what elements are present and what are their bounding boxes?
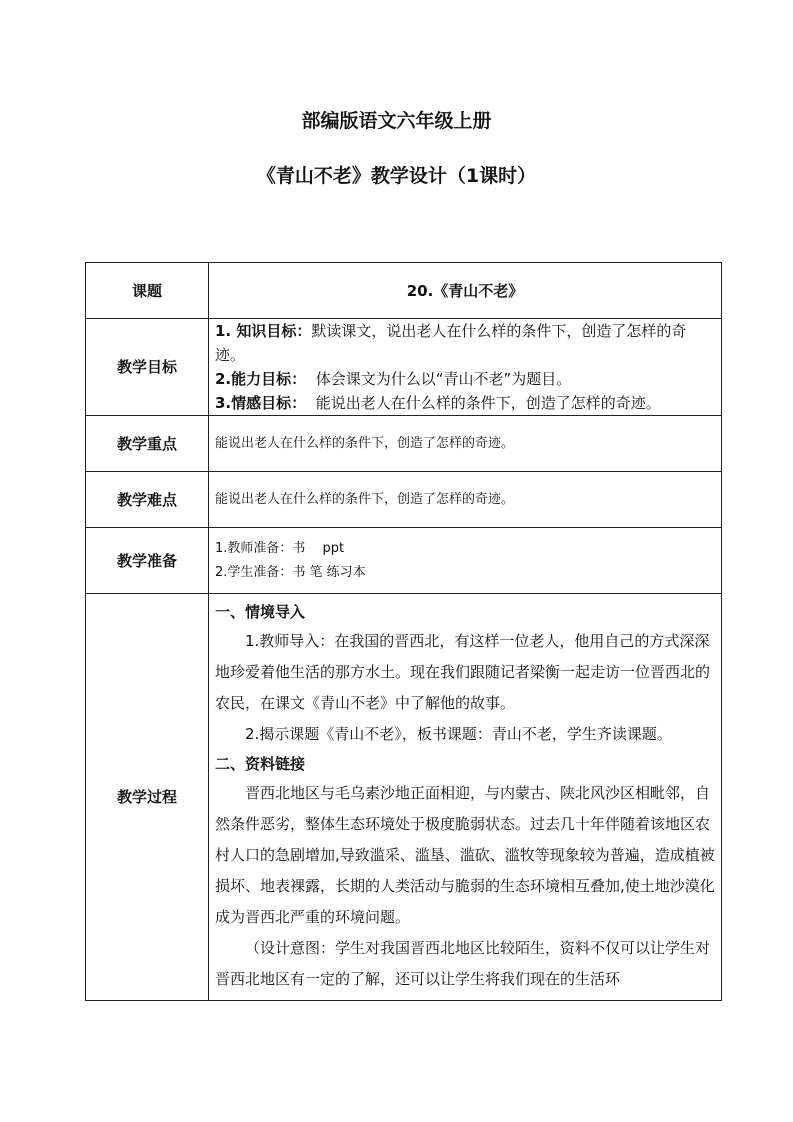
paragraph-reveal-topic: 2.揭示课题《青山不老》，板书课题：青山不老，学生齐读课题。 bbox=[245, 725, 672, 743]
goal-head: 1. 知识目标： bbox=[215, 322, 312, 340]
section-title-materials: 二、资料链接 bbox=[215, 755, 306, 773]
goal-head: 3.情感目标： bbox=[215, 394, 307, 412]
table-row-difficulties bbox=[86, 472, 722, 528]
goal-text: 体会课文为什么以“青山不老”为题目。 bbox=[315, 370, 572, 388]
preparation-content bbox=[209, 528, 722, 594]
process-label: 教学过程 bbox=[86, 594, 209, 1001]
difficulties-label: 教学难点 bbox=[86, 472, 209, 528]
paragraph-design-intent: （设计意图：学生对我国晋西北地区比较陌生，资料不仅可以让学生对晋西北地区有一定的了解，还可以让学生将我们现在的生活环 bbox=[215, 939, 711, 988]
goal-text: 能说出老人在什么样的条件下，创造了怎样的奇迹。 bbox=[315, 394, 661, 412]
difficulties-value: 能说出老人在什么样的条件下，创造了怎样的奇迹。 bbox=[209, 472, 722, 528]
student-preparation: 2.学生准备：书 笔 练习本 bbox=[215, 564, 366, 580]
goal-item-ability bbox=[215, 367, 715, 391]
goal-text: 默读课文，说出老人在什么样的条件下，创造了怎样的奇迹。 bbox=[215, 322, 687, 364]
section-title-situation: 一、情境导入 bbox=[215, 603, 306, 621]
lesson-plan-table bbox=[85, 262, 722, 1001]
table-row-topic bbox=[86, 263, 722, 319]
topic-value: 20.《青山不老》 bbox=[209, 263, 722, 319]
table-row-key-points bbox=[86, 416, 722, 472]
goal-head: 2.能力目标： bbox=[215, 370, 307, 388]
goals-content bbox=[209, 319, 722, 416]
process-content bbox=[209, 594, 722, 1001]
preparation-label: 教学准备 bbox=[86, 528, 209, 594]
topic-label: 课题 bbox=[86, 263, 209, 319]
document-title: 部编版语文六年级上册 bbox=[301, 110, 492, 132]
paragraph-region-info: 晋西北地区与毛乌素沙地正面相迎，与内蒙古、陕北风沙区相毗邻，自然条件恶劣，整体生态环境处于极度脆弱状态。过去几十年伴随着该地区农村人口的急剧增加,导致滥采、滥垦、滥砍、滥牧等现象较为普遍，造成植被损坏、地表裸露，长期的人类活动与脆弱的生态环境相互叠加,使土地沙漠化成为晋西北严重的环境问题。 bbox=[215, 784, 715, 926]
key-points-label: 教学重点 bbox=[86, 416, 209, 472]
document-subtitle: 《青山不老》教学设计（1课时） bbox=[256, 165, 537, 187]
goal-item-emotion bbox=[215, 391, 715, 415]
goals-label: 教学目标 bbox=[86, 319, 209, 416]
goal-item-knowledge bbox=[215, 319, 715, 367]
table-row-preparation bbox=[86, 528, 722, 594]
table-row-goals bbox=[86, 319, 722, 416]
paragraph-teacher-intro: 1.教师导入：在我国的晋西北，有这样一位老人，他用自己的方式深深地珍爱着他生活的那方水土。现在我们跟随记者梁衡一起走访一位晋西北的农民，在课文《青山不老》中了解他的故事。 bbox=[215, 632, 711, 712]
teacher-preparation: 1.教师准备：书 ppt bbox=[215, 540, 345, 556]
key-points-value: 能说出老人在什么样的条件下，创造了怎样的奇迹。 bbox=[209, 416, 722, 472]
table-row-process bbox=[86, 594, 722, 1001]
